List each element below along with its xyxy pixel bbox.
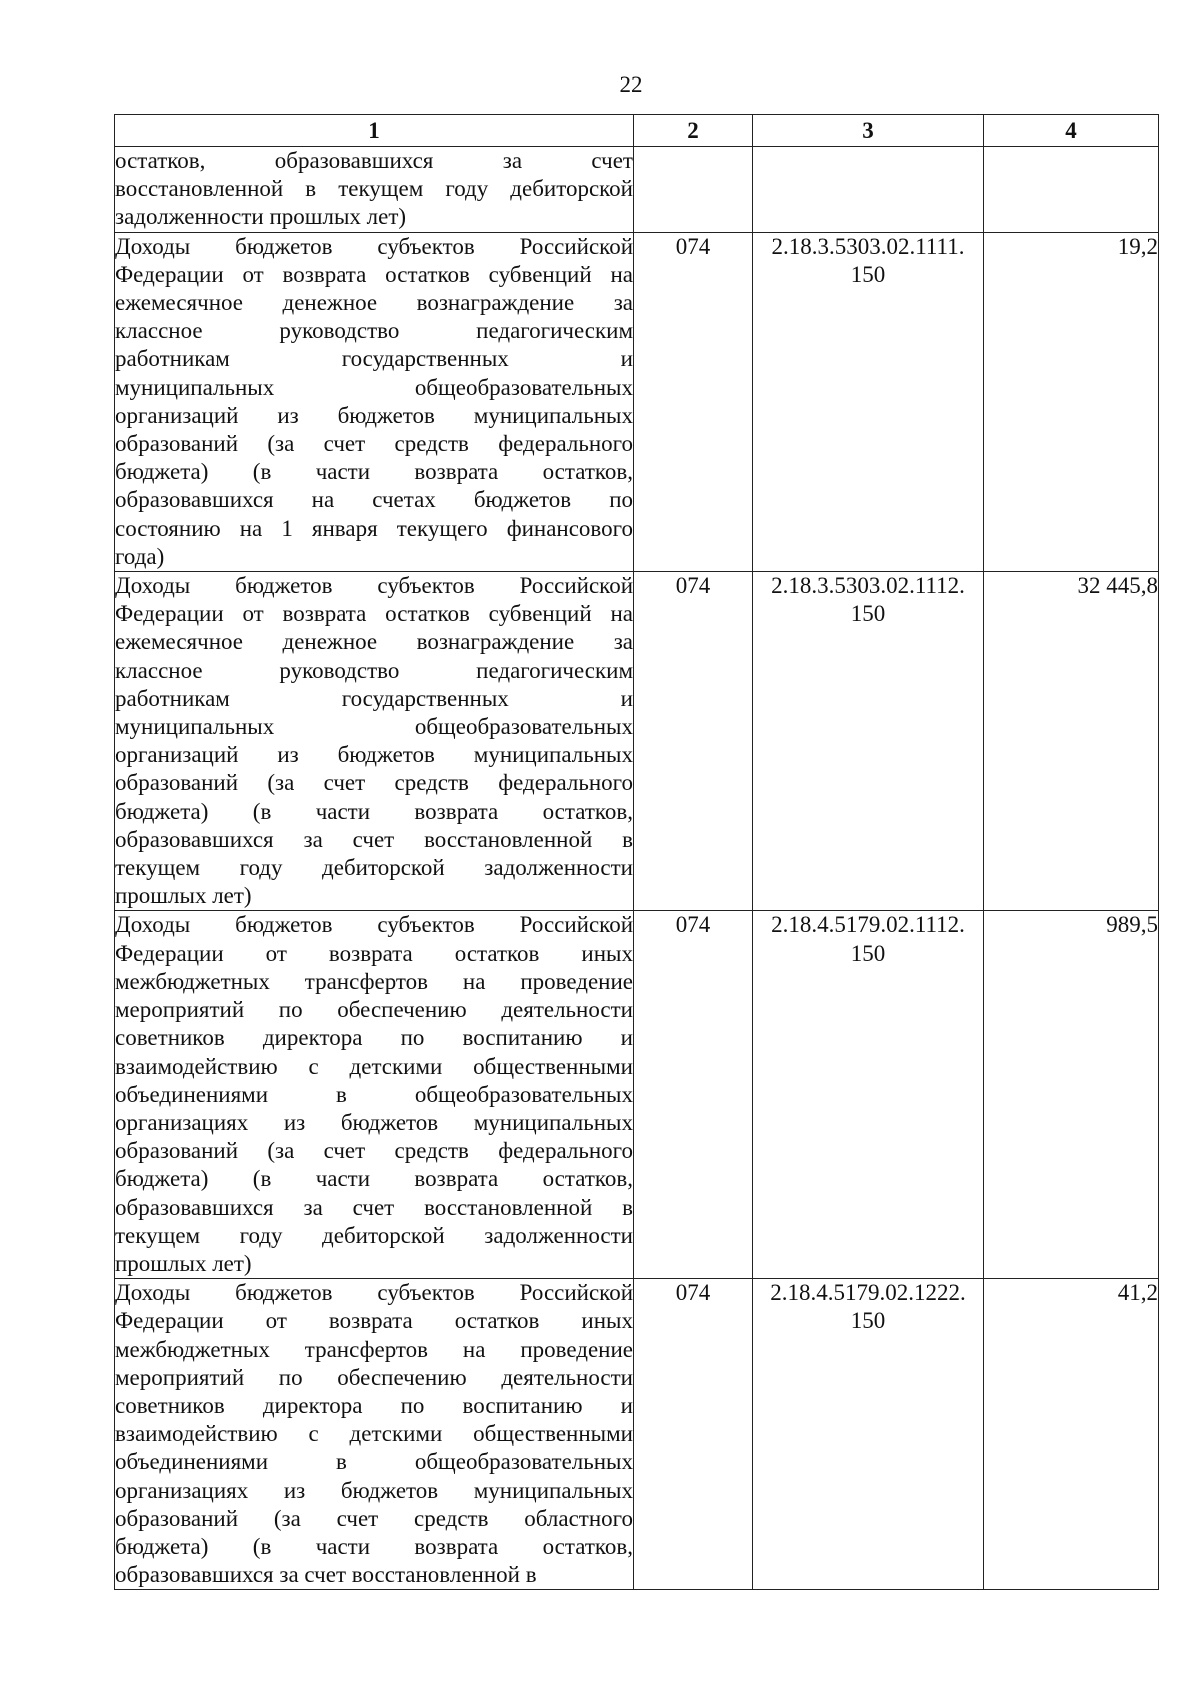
description-line: образовавшихся за счет восстановленной в: [115, 1562, 537, 1588]
description-line: Доходы бюджетов субъектов Российской: [115, 573, 633, 599]
description-line: ежемесячное денежное вознаграждение за: [115, 290, 633, 316]
description-line: организациях из бюджетов муниципальных: [115, 1109, 633, 1135]
amount-value: 19,2: [984, 232, 1159, 571]
table-row: [115, 147, 1159, 233]
description-line: задолженности прошлых лет): [115, 204, 407, 230]
description-line: состоянию на 1 января текущего финансового: [115, 515, 633, 541]
description-line: муниципальных общеобразовательных: [115, 714, 633, 740]
revenue-description: [115, 911, 634, 1279]
admin-code: 074: [634, 572, 753, 911]
revenue-description: [115, 1279, 634, 1590]
description-line: мероприятий по обеспечению деятельности: [115, 1364, 633, 1390]
revenue-description: [115, 147, 634, 233]
budget-classification-code: 2.18.3.5303.02.1111. 150: [753, 232, 984, 571]
description-line: советников директора по воспитанию и: [115, 1025, 633, 1051]
description-line: классное руководство педагогическим: [115, 657, 633, 683]
budget-classification-code: [753, 147, 984, 233]
description-line: бюджета) (в части возврата остатков,: [115, 1166, 633, 1192]
table-row: [115, 1279, 1159, 1590]
admin-code: [634, 147, 753, 233]
description-line: межбюджетных трансфертов на проведение: [115, 1336, 633, 1362]
description-line: образовавшихся на счетах бюджетов по: [115, 487, 633, 513]
description-line: образовавшихся за счет восстановленной в: [115, 826, 633, 852]
description-line: взаимодействию с детскими общественными: [115, 1421, 633, 1447]
description-line: объединениями в общеобразовательных: [115, 1081, 633, 1107]
description-line: образований (за счет средств федерального: [115, 431, 633, 457]
description-line: образований (за счет средств областного: [115, 1505, 633, 1531]
description-line: организаций из бюджетов муниципальных: [115, 402, 633, 428]
budget-classification-code: 2.18.4.5179.02.1112. 150: [753, 911, 984, 1279]
column-header-1: 1: [115, 115, 634, 147]
budget-classification-code: 2.18.4.5179.02.1222. 150: [753, 1279, 984, 1590]
description-line: восстановленной в текущем году дебиторской: [115, 176, 633, 202]
description-line: Федерации от возврата остатков иных: [115, 940, 633, 966]
description-line: Доходы бюджетов субъектов Российской: [115, 912, 633, 938]
description-line: года): [115, 543, 165, 569]
description-line: бюджета) (в части возврата остатков,: [115, 459, 633, 485]
admin-code: 074: [634, 911, 753, 1279]
description-line: Доходы бюджетов субъектов Российской: [115, 233, 633, 259]
amount-value: [984, 147, 1159, 233]
revenue-table: [114, 114, 1159, 1590]
description-line: образований (за счет средств федерального: [115, 1138, 633, 1164]
description-line: бюджета) (в части возврата остатков,: [115, 798, 633, 824]
table-row: [115, 232, 1159, 571]
description-line: образований (за счет средств федерального: [115, 770, 633, 796]
admin-code: 074: [634, 1279, 753, 1590]
description-line: Доходы бюджетов субъектов Российской: [115, 1280, 633, 1306]
column-header-3: 3: [753, 115, 984, 147]
description-line: текущем году дебиторской задолженности: [115, 1222, 633, 1248]
description-line: работникам государственных и: [115, 685, 633, 711]
description-line: классное руководство педагогическим: [115, 318, 633, 344]
amount-value: 32 445,8: [984, 572, 1159, 911]
column-header-2: 2: [634, 115, 753, 147]
description-line: мероприятий по обеспечению деятельности: [115, 997, 633, 1023]
description-line: ежемесячное денежное вознаграждение за: [115, 629, 633, 655]
table-row: [115, 911, 1159, 1279]
description-line: советников директора по воспитанию и: [115, 1392, 633, 1418]
description-line: работникам государственных и: [115, 346, 633, 372]
revenue-description: [115, 232, 634, 571]
description-line: организаций из бюджетов муниципальных: [115, 742, 633, 768]
description-line: Федерации от возврата остатков субвенций на: [115, 601, 633, 627]
table-header-row: [115, 115, 1159, 147]
description-line: организациях из бюджетов муниципальных: [115, 1477, 633, 1503]
admin-code: 074: [634, 232, 753, 571]
description-line: образовавшихся за счет восстановленной в: [115, 1194, 633, 1220]
description-line: остатков, образовавшихся за счет: [115, 148, 633, 173]
amount-value: 989,5: [984, 911, 1159, 1279]
revenue-description: [115, 572, 634, 911]
description-line: взаимодействию с детскими общественными: [115, 1053, 633, 1079]
description-line: муниципальных общеобразовательных: [115, 374, 633, 400]
page-number: 22: [619, 72, 643, 97]
amount-value: 41,2: [984, 1279, 1159, 1590]
description-line: прошлых лет): [115, 1250, 252, 1276]
description-line: Федерации от возврата остатков субвенций на: [115, 261, 633, 287]
description-line: Федерации от возврата остатков иных: [115, 1308, 633, 1334]
description-line: бюджета) (в части возврата остатков,: [115, 1533, 633, 1559]
description-line: межбюджетных трансфертов на проведение: [115, 968, 633, 994]
description-line: объединениями в общеобразовательных: [115, 1449, 633, 1475]
table-row: [115, 572, 1159, 911]
table-body: [115, 147, 1159, 1590]
description-line: прошлых лет): [115, 883, 252, 909]
column-header-4: 4: [984, 115, 1159, 147]
description-line: текущем году дебиторской задолженности: [115, 855, 633, 881]
budget-classification-code: 2.18.3.5303.02.1112. 150: [753, 572, 984, 911]
